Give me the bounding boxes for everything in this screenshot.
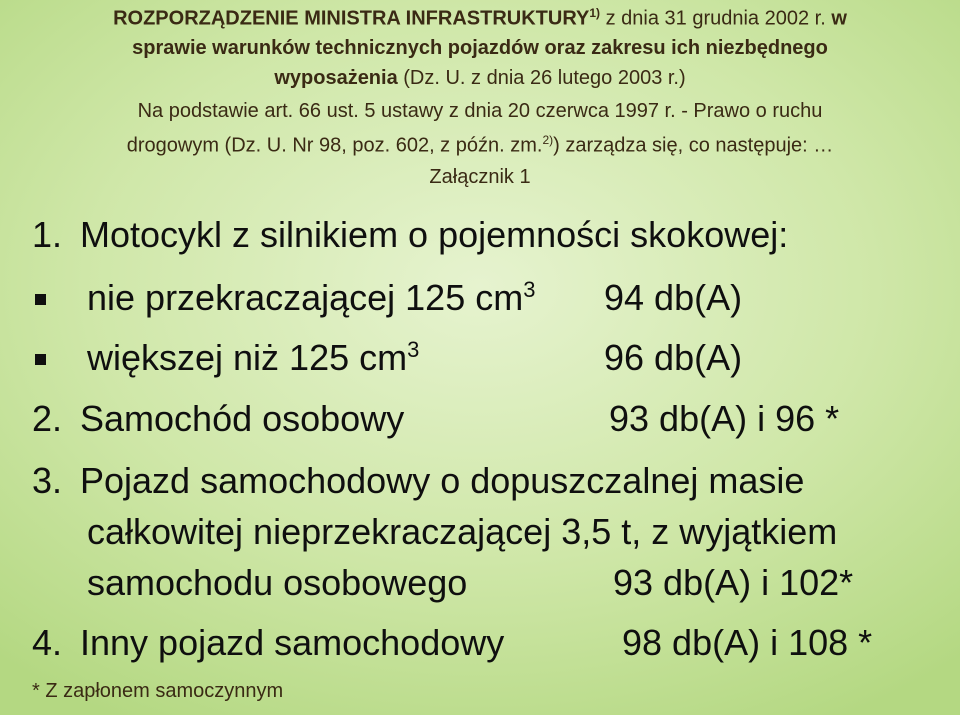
item-1b-label: większej niż 125 $cm^3$ bbox=[87, 337, 420, 378]
item-2: 2. Samochód osobowy bbox=[32, 398, 405, 439]
item-3-line-3: samochodu osobowego bbox=[87, 562, 468, 603]
item-3-line-2: całkowitej nieprzekraczającej 3,5 t, z wyjątkiem bbox=[87, 511, 838, 552]
item-1a-value: 94 db(A) bbox=[604, 277, 743, 318]
header-line-2: sprawie warunków technicznych pojazdów oraz zakresu ich niezbędnego bbox=[132, 37, 828, 59]
item-1: 1. Motocykl z silnikiem o pojemności skokowej: bbox=[32, 214, 789, 255]
item-1a-label: nie przekraczającej 125 $cm^3$ bbox=[87, 277, 536, 318]
item-1b-value: 96 db(A) bbox=[604, 337, 743, 378]
item-4: 4. Inny pojazd samochodowy bbox=[32, 622, 505, 663]
header-line-3: wyposażenia (Dz. U. z dnia 26 lutego 2003 r.) bbox=[274, 67, 686, 89]
footnote: * Z zapłonem samoczynnym bbox=[32, 680, 284, 702]
item-4-value: 98 db(A) i 108 * bbox=[622, 622, 873, 663]
header-line-6: Załącznik 1 bbox=[429, 166, 531, 188]
header-line-5: drogowym (Dz. U. Nr 98, poz. 602, z późn. zm.$^{2)}$) zarządza się, co następuje: … bbox=[126, 133, 834, 157]
bullet-square-icon bbox=[35, 294, 46, 305]
item-3-value: 93 db(A) i 102* bbox=[613, 562, 854, 603]
bullet-square-icon bbox=[35, 354, 46, 365]
header-line-1: ROZPORZĄDZENIE MINISTRA INFRASTRUKTURY$^{1)}$ z dnia 31 grudnia 2002 r. w bbox=[113, 6, 847, 30]
item-2-value: 93 db(A) i 96 * bbox=[609, 398, 840, 439]
header-line-4: Na podstawie art. 66 ust. 5 ustawy z dnia 20 czerwca 1997 r. - Prawo o ruchu bbox=[137, 100, 823, 122]
item-3-line-1: 3. Pojazd samochodowy o dopuszczalnej masie bbox=[32, 460, 805, 501]
